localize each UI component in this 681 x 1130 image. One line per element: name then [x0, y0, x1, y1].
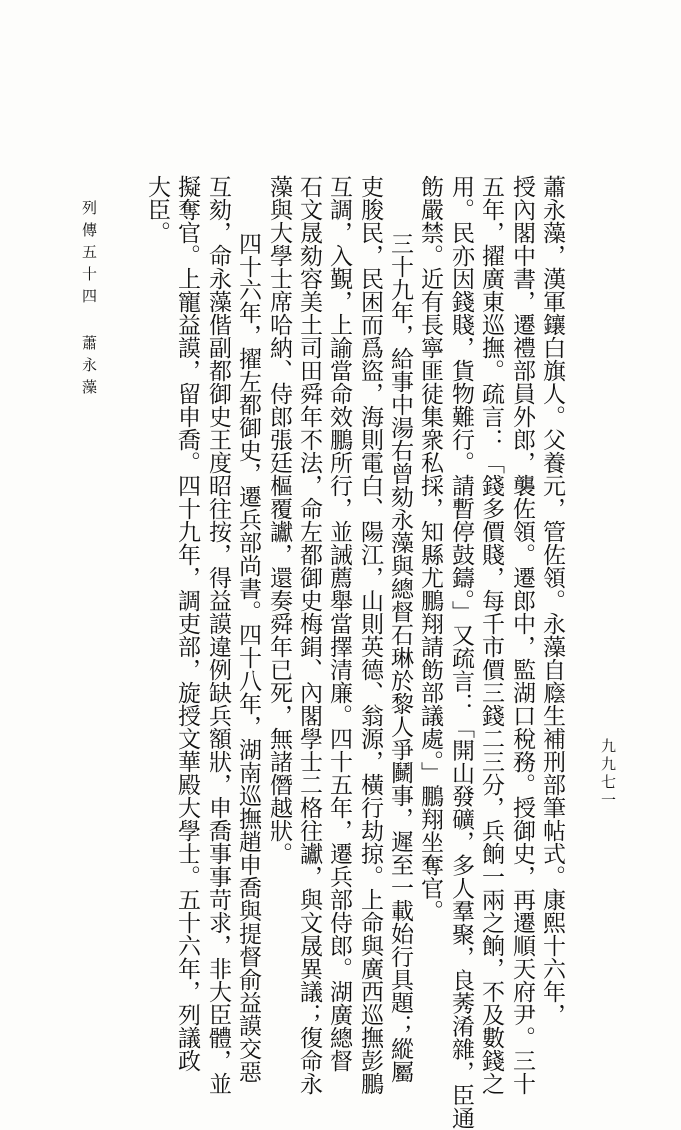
- text-column-14: 大臣。: [144, 175, 170, 244]
- text-column-7: 吏朘民，民困而爲盜，海則電白、陽江，山則英德、翁源，橫行劫掠。上命與廣西巡撫彭鵬: [357, 175, 383, 1095]
- page-number: 九九七一: [599, 738, 617, 810]
- text-column-4: 用。民亦因錢賤，貨物難行。請暫停鼓鑄。」又疏言：「開山發礦，多人羣聚，良莠淆雜，臣通: [448, 175, 474, 1130]
- text-column-12: 互劾，命永藻偕副都御史王度昭往按，得益謨違例缺兵額狀，申喬事事苛求，非大臣體，並: [205, 175, 231, 1095]
- text-column-6: 三十九年，給事中湯右曾劾永藻與總督石琳於黎人爭鬭事，遲至一載始行具題；縱屬: [387, 232, 413, 1083]
- text-column-9: 石文晟劾容美土司田舜年不法，命左都御史梅鋗、內閣學士二格往讞，與文晟異議；復命永: [296, 175, 322, 1095]
- text-column-10: 藻與大學士席哈納、侍郎張廷樞覆讞，還奏舜年已死，無諸僭越狀。: [266, 175, 292, 865]
- running-title: 列傳五十四 蕭永藻: [80, 200, 98, 401]
- text-column-2: 授內閣中書，遷禮部員外郎，襲佐領。遷郎中，監湖口稅務。授御史，再遷順天府尹。三十: [509, 175, 535, 1095]
- text-column-5: 飭嚴禁。近有長寧匪徒集衆私採，知縣尤鵬翔請飭部議處。」鵬翔坐奪官。: [417, 175, 443, 923]
- text-column-13: 擬奪官。上寵益謨，留申喬。四十九年，調吏部，旋授文華殿大學士。五十六年，列議政: [174, 175, 200, 1072]
- text-column-1: 蕭永藻，漢軍鑲白旗人。父養元，管佐領。永藻自廕生補刑部筆帖式。康熙十六年，: [539, 175, 565, 1026]
- text-column-11: 四十六年，擢左都御史，遷兵部尚書。四十八年，湖南巡撫趙申喬與提督俞益謨交惡: [235, 232, 261, 1083]
- text-column-3: 五年，擢廣東巡撫。疏言：「錢多價賤，每千市價三錢二三分，兵餉一兩之餉，不及數錢之: [478, 175, 504, 1095]
- text-column-8: 互調，入覲，上諭當命效鵬所行，並誡薦舉當擇清廉。四十五年，遷兵部侍郎。湖廣總督: [326, 175, 352, 1072]
